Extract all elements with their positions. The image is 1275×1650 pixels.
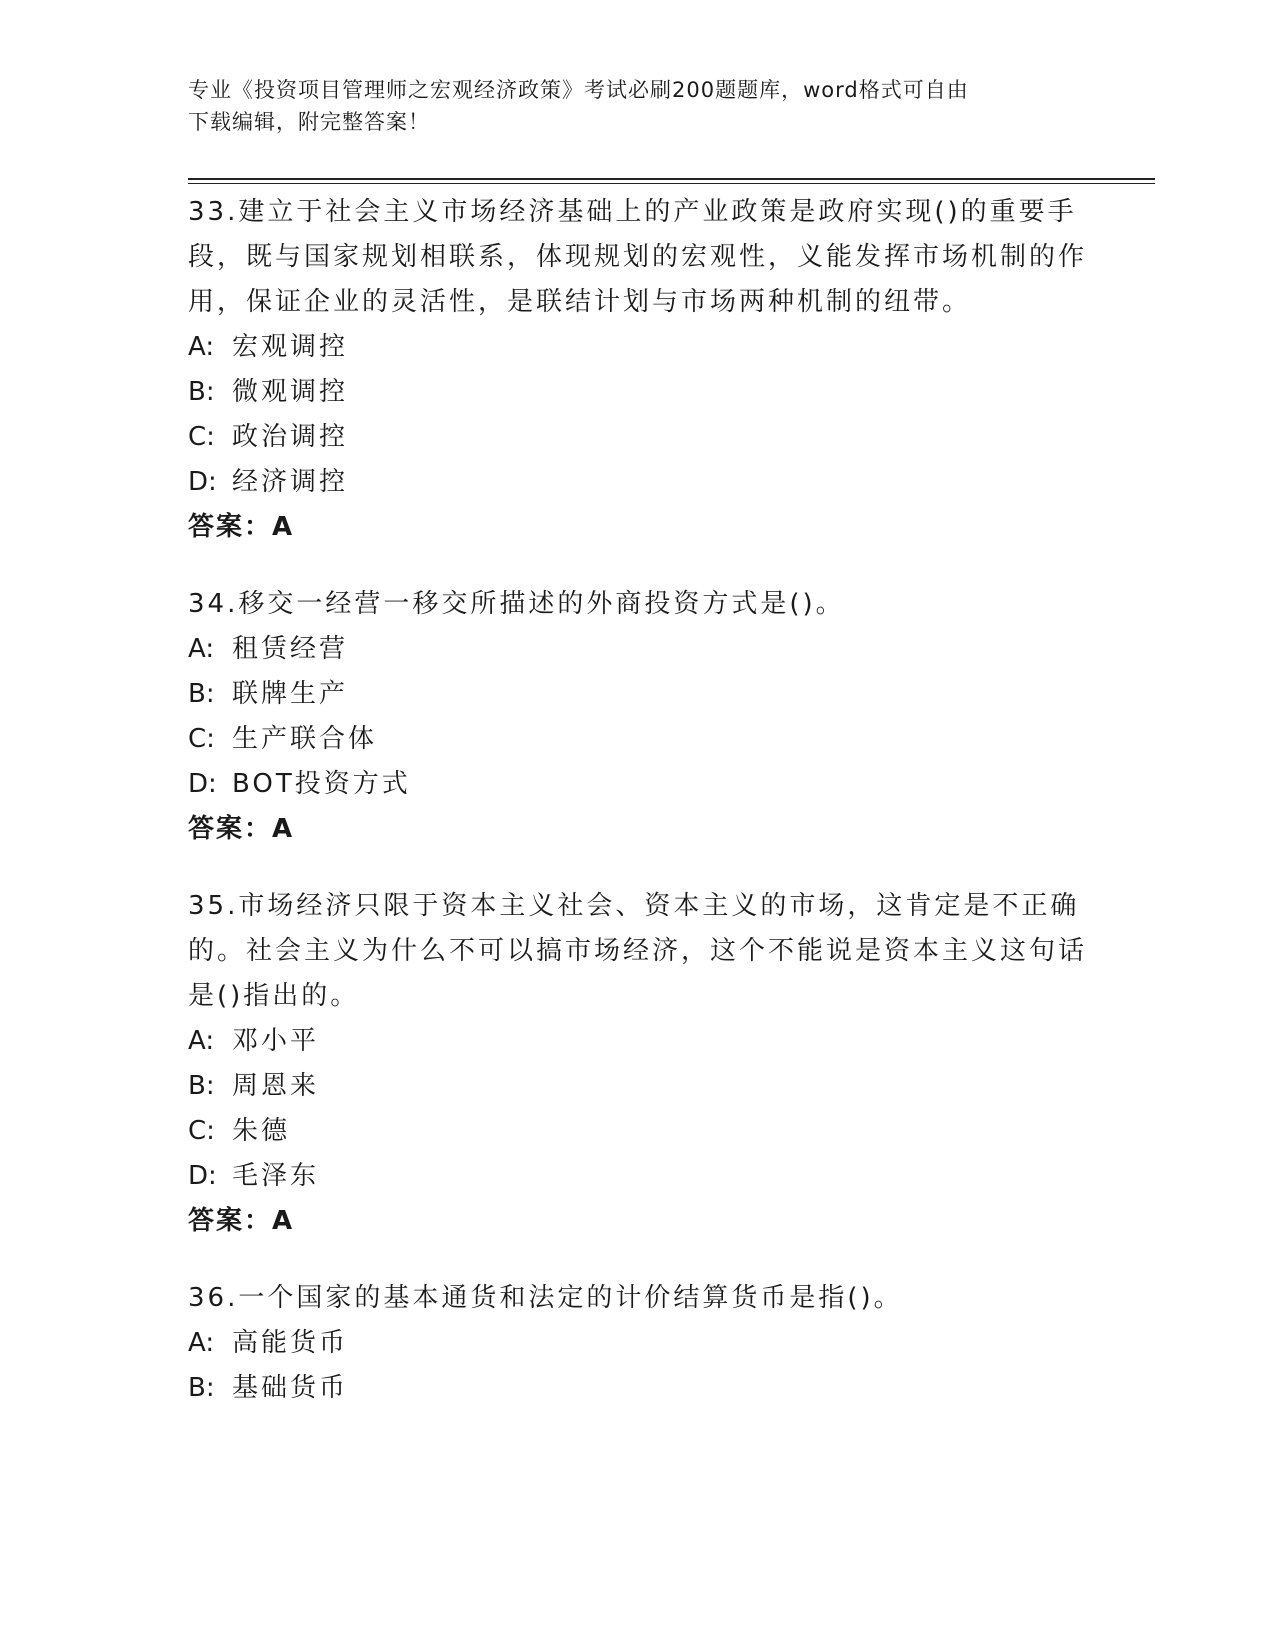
option-letter: B: (188, 1071, 215, 1101)
option-letter: B: (188, 1373, 215, 1403)
option-text: 微观调控 (232, 377, 349, 407)
header-line-1: 专业《投资项目管理师之宏观经济政策》考试必刷200题题库，word格式可自由 (188, 78, 969, 102)
question-list (188, 190, 1088, 1443)
header-line-2: 下载编辑，附完整答案！ (188, 110, 430, 134)
question-35 (188, 884, 1088, 1244)
option-a (188, 325, 1088, 370)
question-text: 33.建立于社会主义市场经济基础上的产业政策是政府实现()的重要手段，既与国家规划相联系，体现规划的宏观性，义能发挥市场机制的作用，保证企业的灵活性，是联结计划与市场两种机制的纽带。 (188, 197, 1088, 317)
option-text: 邓小平 (232, 1026, 320, 1056)
option-b (188, 672, 1088, 717)
option-text: 联牌生产 (232, 679, 349, 709)
option-b (188, 1064, 1088, 1109)
option-text: 基础货币 (232, 1373, 349, 1403)
question-text: 35.市场经济只限于资本主义社会、资本主义的市场，这肯定是不正确的。社会主义为什么不可以搞市场经济，这个不能说是资本主义这句话是()指出的。 (188, 891, 1088, 1011)
option-letter: A: (188, 332, 215, 362)
option-d (188, 1154, 1088, 1199)
question-text: 34.移交一经营一移交所描述的外商投资方式是()。 (188, 589, 845, 619)
option-c (188, 717, 1088, 762)
option-text: BOT投资方式 (232, 769, 411, 799)
option-letter: C: (188, 1116, 215, 1146)
header-divider-thin (188, 183, 1155, 184)
option-letter: A: (188, 1026, 215, 1056)
option-text: 高能货币 (232, 1328, 349, 1358)
option-letter: D: (188, 467, 217, 497)
document-header (188, 74, 1088, 138)
answer-line: 答案：A (188, 512, 295, 542)
option-text: 宏观调控 (232, 332, 349, 362)
option-a (188, 1019, 1088, 1064)
option-letter: A: (188, 1328, 215, 1358)
option-text: 租赁经营 (232, 634, 349, 664)
option-text: 生产联合体 (232, 724, 378, 754)
option-text: 朱德 (232, 1116, 291, 1146)
option-text: 周恩来 (232, 1071, 320, 1101)
option-b (188, 370, 1088, 415)
option-letter: B: (188, 377, 215, 407)
option-a (188, 1321, 1088, 1366)
header-divider-thick (188, 178, 1155, 180)
question-33 (188, 190, 1088, 550)
option-text: 政治调控 (232, 422, 349, 452)
option-letter: B: (188, 679, 215, 709)
option-d (188, 460, 1088, 505)
option-b (188, 1366, 1088, 1411)
option-letter: A: (188, 634, 215, 664)
answer-line: 答案：A (188, 814, 295, 844)
option-c (188, 415, 1088, 460)
option-text: 毛泽东 (232, 1161, 320, 1191)
option-d (188, 762, 1088, 807)
option-c (188, 1109, 1088, 1154)
option-letter: D: (188, 1161, 217, 1191)
question-34 (188, 582, 1088, 852)
option-letter: C: (188, 422, 215, 452)
option-a (188, 627, 1088, 672)
option-letter: C: (188, 724, 215, 754)
answer-line: 答案：A (188, 1206, 295, 1236)
question-36 (188, 1276, 1088, 1411)
option-letter: D: (188, 769, 217, 799)
question-text: 36.一个国家的基本通货和法定的计价结算货币是指()。 (188, 1283, 903, 1313)
option-text: 经济调控 (232, 467, 349, 497)
